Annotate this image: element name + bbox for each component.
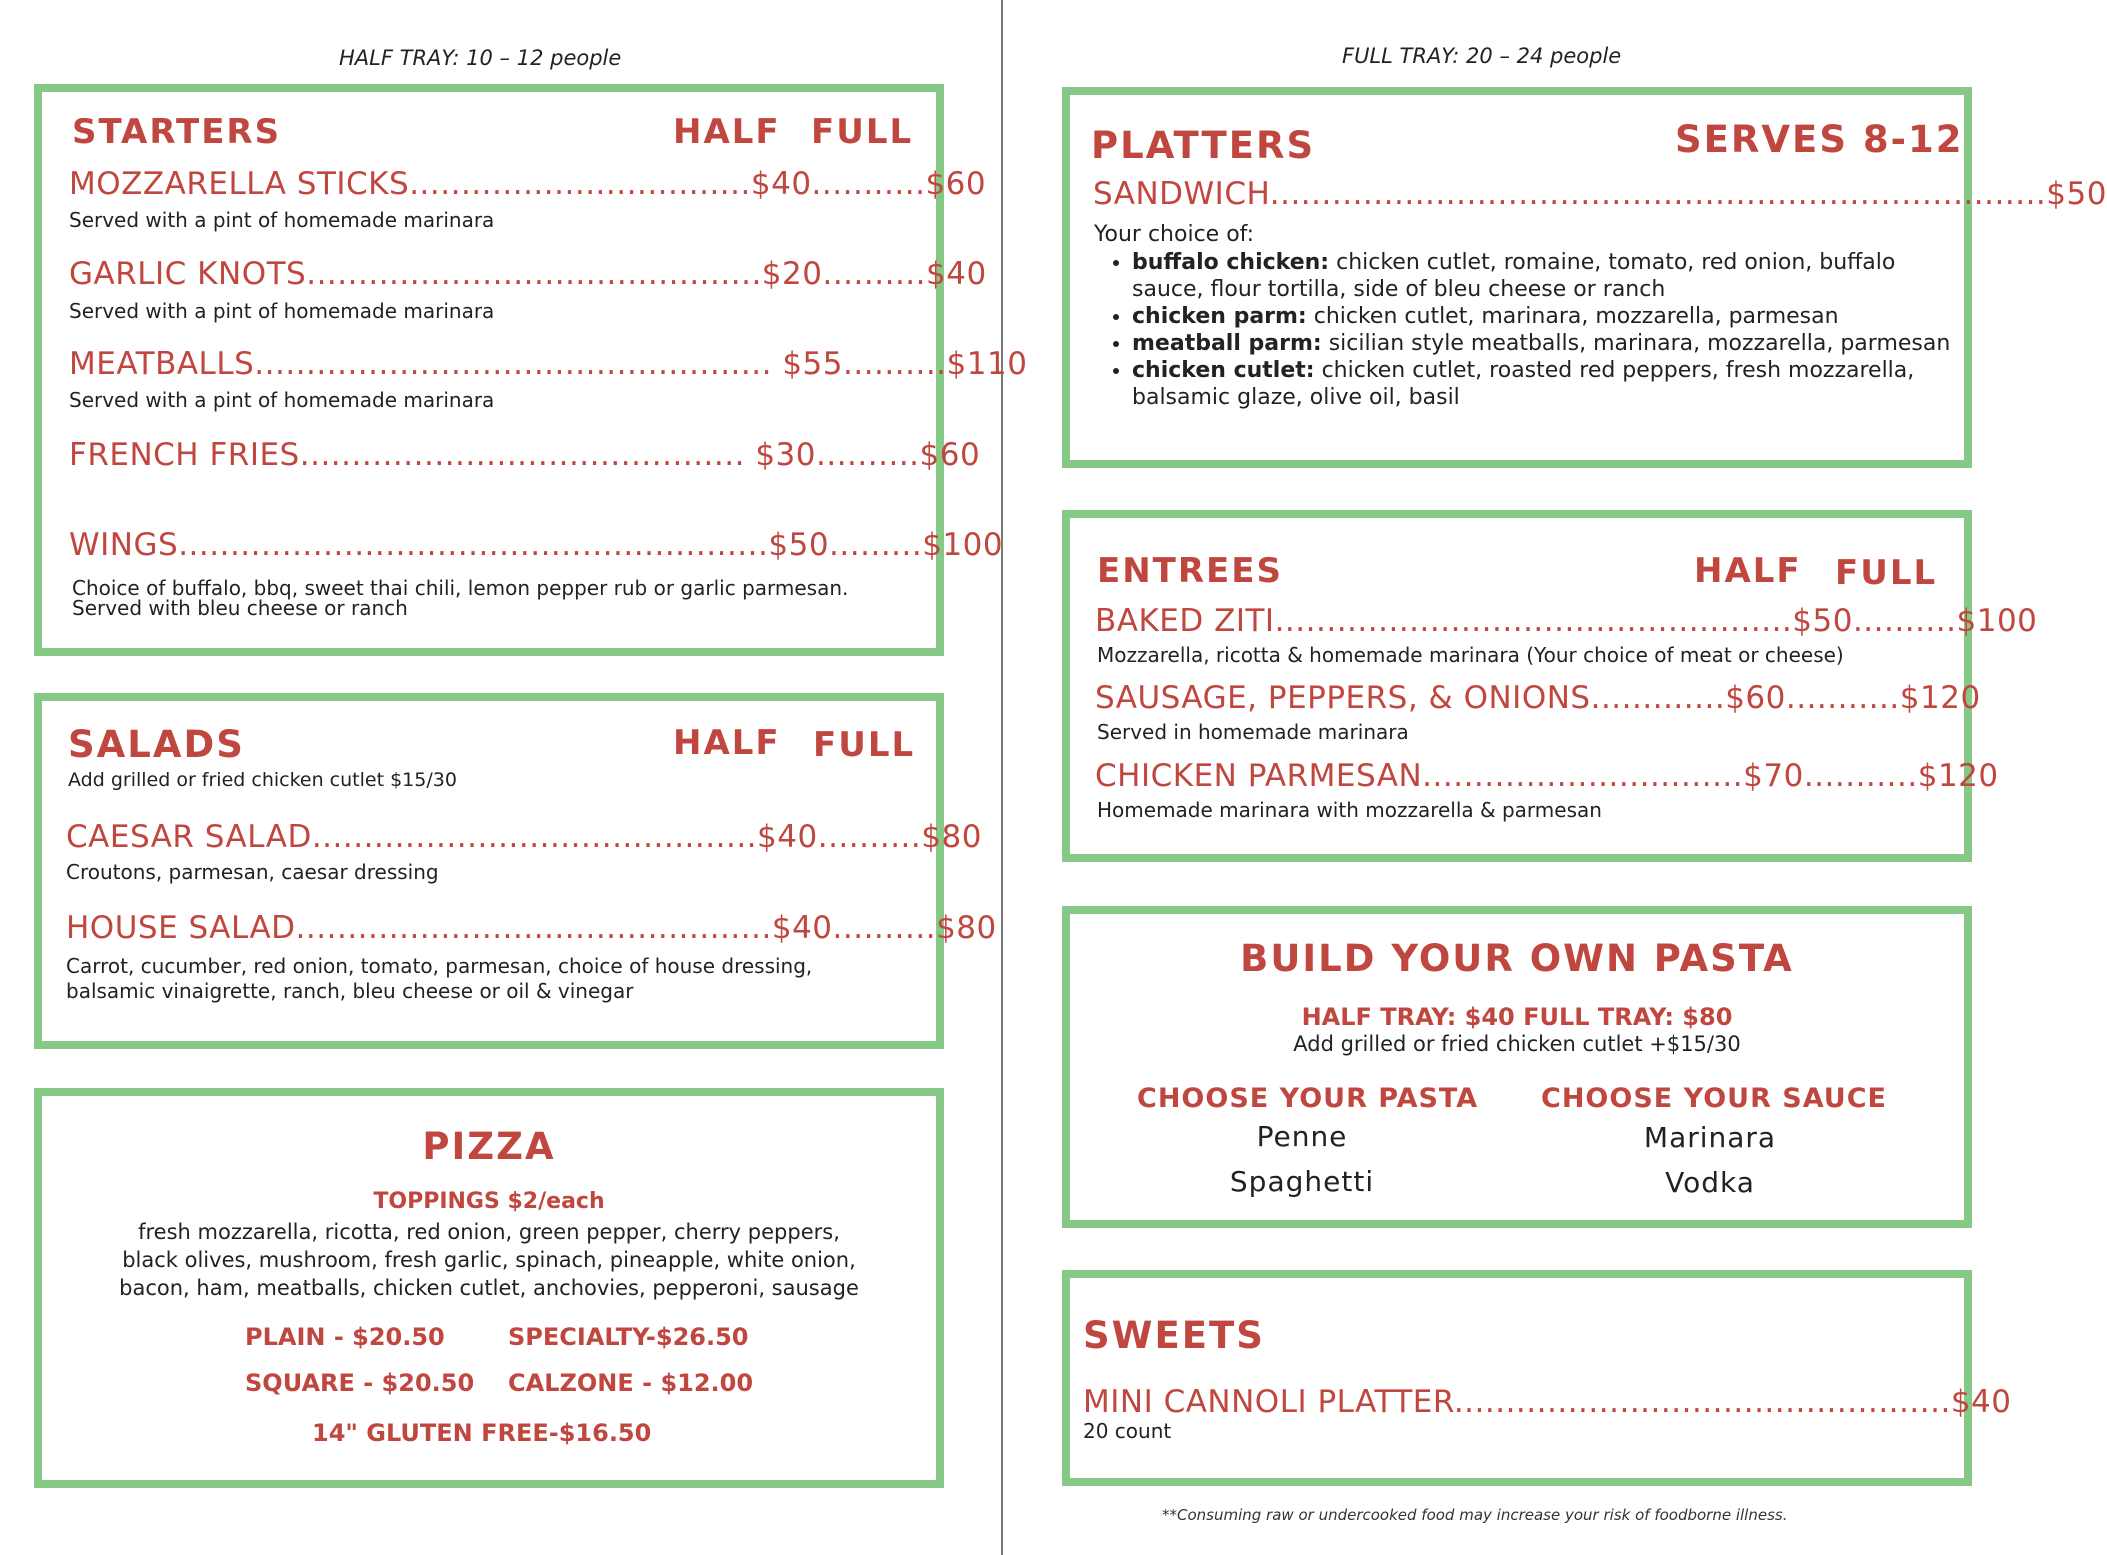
pizza-toppings-line: black olives, mushroom, fresh garlic, spinach, pineapple, white onion,: [122, 1248, 856, 1272]
half-tray-note: HALF TRAY: 10 – 12 people: [339, 46, 622, 70]
pizza-square-price: SQUARE - $20.50: [245, 1369, 475, 1397]
starter-item-mozzarella-sticks: MOZZARELLA STICKS.................................$40...........$60: [69, 166, 987, 202]
starter-desc-wings: Choice of buffalo, bbq, sweet thai chili, lemon pepper rub or garlic parmesan. Served with bleu cheese or ranch: [72, 576, 849, 620]
entree-desc-chicken-parmesan: Homemade marinara with mozzarella & parmesan: [1097, 798, 1602, 822]
platter-option: • chicken parm: chicken cutlet, marinara, mozzarella, parmesan: [1132, 303, 1954, 330]
entrees-half-header: HALF: [1694, 551, 1802, 591]
pizza-toppings-list: [34, 1218, 944, 1302]
pasta-addon-note: Add grilled or fried chicken cutlet +$15/30: [1293, 1032, 1741, 1056]
pizza-gluten-free-price: 14" GLUTEN FREE-$16.50: [312, 1419, 652, 1447]
entree-item-baked-ziti: BAKED ZITI..................................................$50..........$100: [1095, 603, 2038, 639]
entree-item-sausage-peppers-onions: SAUSAGE, PEPPERS, & ONIONS.............$60...........$120: [1095, 680, 1981, 716]
entree-item-chicken-parmesan: CHICKEN PARMESAN...............................$70...........$120: [1095, 758, 1999, 794]
pasta-tray-prices: HALF TRAY: $40 FULL TRAY: $80: [1301, 1003, 1733, 1031]
starters-full-header: FULL: [811, 112, 914, 152]
platter-option: • chicken cutlet: chicken cutlet, roasted red peppers, fresh mozzarella, balsamic glaze, olive oil, basil: [1132, 357, 1954, 411]
platter-options-list: [1094, 249, 1954, 411]
full-tray-note: FULL TRAY: 20 – 24 people: [1342, 44, 1622, 68]
salad-item-caesar: CAESAR SALAD...........................................$40..........$80: [66, 819, 982, 855]
sauce-choice-title: CHOOSE YOUR SAUCE: [1541, 1083, 1887, 1114]
salads-chicken-addon-note: Add grilled or fried chicken cutlet $15/30: [68, 769, 457, 791]
starter-item-garlic-knots: GARLIC KNOTS............................................$20..........$40: [69, 256, 987, 292]
pizza-title: PIZZA: [422, 1125, 556, 1168]
starters-title: STARTERS: [72, 112, 282, 152]
pasta-choice-title: CHOOSE YOUR PASTA: [1137, 1083, 1479, 1114]
pizza-toppings-line: bacon, ham, meatballs, chicken cutlet, anchovies, pepperoni, sausage: [119, 1276, 859, 1300]
platters-title: PLATTERS: [1091, 124, 1316, 167]
salads-full-header: FULL: [813, 725, 916, 765]
salad-desc-caesar: Croutons, parmesan, caesar dressing: [66, 860, 439, 884]
starter-item-meatballs: MEATBALLS.................................................. $55..........$110: [69, 346, 1028, 382]
starter-desc-meatballs: Served with a pint of homemade marinara: [69, 388, 495, 412]
starter-desc-mozzarella-sticks: Served with a pint of homemade marinara: [69, 208, 495, 232]
pasta-option-spaghetti: Spaghetti: [1229, 1165, 1375, 1198]
starter-item-french-fries: FRENCH FRIES........................................... $30..........$60: [69, 437, 981, 473]
entree-desc-baked-ziti: Mozzarella, ricotta & homemade marinara (Your choice of meat or cheese): [1097, 643, 1844, 667]
platter-option: • meatball parm: sicilian style meatballs, marinara, mozzarella, parmesan: [1132, 330, 1954, 357]
pizza-specialty-price: SPECIALTY-$26.50: [508, 1323, 749, 1351]
sweets-desc-mini-cannoli: 20 count: [1083, 1419, 1172, 1443]
salads-title: SALADS: [68, 723, 245, 766]
sauce-option-marinara: Marinara: [1643, 1121, 1777, 1154]
platter-item-sandwich: SANDWICH...........................................................................$50: [1093, 176, 2107, 212]
pasta-option-penne: Penne: [1256, 1120, 1348, 1153]
food-safety-disclaimer: **Consuming raw or undercooked food may increase your risk of foodborne illness.: [1162, 1506, 1788, 1524]
page-fold-divider: [1001, 0, 1003, 1555]
platters-serves: SERVES 8-12: [1675, 118, 1964, 161]
starter-item-wings: WINGS.........................................................$50.........$100: [69, 527, 1004, 563]
salad-item-house: HOUSE SALAD..............................................$40..........$80: [66, 910, 997, 946]
pasta-title: BUILD YOUR OWN PASTA: [1240, 937, 1794, 980]
entrees-title: ENTREES: [1097, 551, 1283, 591]
entree-desc-sausage-peppers-onions: Served in homemade marinara: [1097, 720, 1409, 744]
entrees-full-header: FULL: [1835, 553, 1938, 593]
starters-half-header: HALF: [673, 112, 781, 152]
salads-half-header: HALF: [673, 723, 781, 763]
pizza-toppings-line: fresh mozzarella, ricotta, red onion, green pepper, cherry peppers,: [138, 1220, 840, 1244]
pizza-calzone-price: CALZONE - $12.00: [508, 1369, 754, 1397]
pizza-toppings-title: TOPPINGS $2/each: [373, 1189, 605, 1214]
sweets-item-mini-cannoli: MINI CANNOLI PLATTER................................................$40: [1083, 1384, 2012, 1420]
salad-desc-house: Carrot, cucumber, red onion, tomato, parmesan, choice of house dressing, balsamic vinaigrette, ranch, bleu cheese or oil & vinegar: [66, 954, 813, 1003]
platter-option: • buffalo chicken: chicken cutlet, romaine, tomato, red onion, buffalo sauce, flour tortilla, side of bleu cheese or ranch: [1132, 249, 1954, 303]
sweets-section: [1062, 1270, 1972, 1486]
starter-desc-garlic-knots: Served with a pint of homemade marinara: [69, 299, 495, 323]
platter-choice-label: Your choice of:: [1094, 222, 1255, 247]
pizza-plain-price: PLAIN - $20.50: [245, 1323, 445, 1351]
sweets-title: SWEETS: [1083, 1314, 1265, 1357]
sauce-option-vodka: Vodka: [1665, 1166, 1755, 1199]
